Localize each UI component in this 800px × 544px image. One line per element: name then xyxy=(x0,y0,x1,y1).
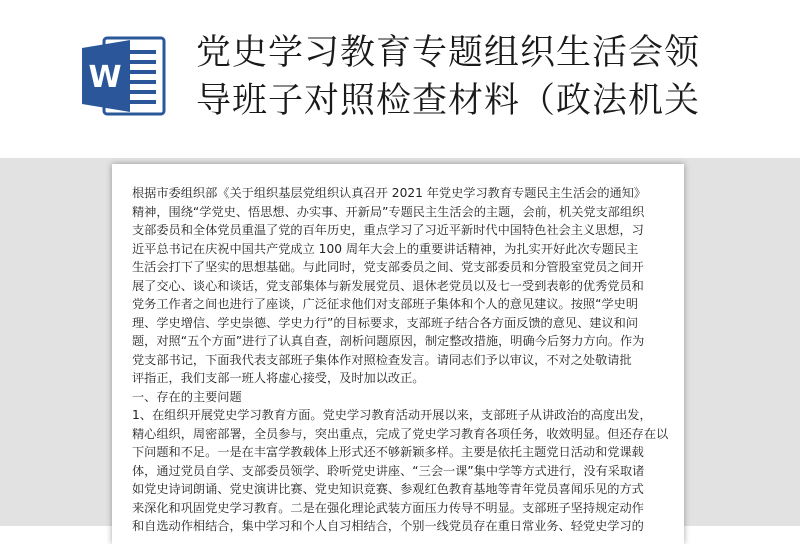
body-line: 题，对照“五个方面”进行了认真自查，剖析问题原因，制定整改措施，明确今后努力方向。作为 xyxy=(132,334,645,348)
page-header xyxy=(0,0,800,160)
body-line: 下问题和不足。一是在丰富学教载体上形式还不够新颖多样。主要是依托主题党日活动和党课载 xyxy=(132,445,644,459)
body-line: 来深化和巩固党史学习教育。二是在强化理论武装方面压力传导不明显。支部班子坚持规定动作 xyxy=(132,500,644,515)
body-line: 党务工作者之间也进行了座谈，广泛征求他们对支部班子集体和个人的意见建议。按照“学史明 xyxy=(132,297,639,311)
body-line: 生活会打下了坚实的思想基础。与此同时，党支部委员之间、党支部委员和分管股室党员之间开 xyxy=(132,260,644,274)
body-line: 根据市委组织部《关于组织基层党组织认真召开 2021 年党史学习教育专题民主生活会的通知》 xyxy=(132,186,647,200)
body-line: 支部委员和全体党员重温了党的百年历史，重点学习了习近平新时代中国特色社会主义思想，习 xyxy=(132,223,644,237)
body-line: 理、学史增信、学史崇德、学史力行”的目标要求，支部班子结合各方面反馈的意见、建议和问 xyxy=(132,315,639,330)
body-line: 展了交心、谈心和谈话，党支部集体与新发展党员、退休老党员以及七一受到表彰的优秀党员和 xyxy=(132,278,644,293)
body-line: 评指正，我们支部一班人将虚心接受，及时加以改正。 xyxy=(132,371,425,385)
document-title-line-2: 导班子对照检查材料（政法机关 xyxy=(196,81,701,121)
body-line: 和自选动作相结合，集中学习和个人自习相结合，个别一线党员存在重日常业务、轻党史学习的 xyxy=(132,519,644,533)
body-line: 1、在组织开展党史学习教育方面。党史学习教育活动开展以来，支部班子从讲政治的高度出发， xyxy=(132,408,652,422)
body-line: 如党史诗词朗诵、党史演讲比赛、党史知识竞赛、参观红色教育基地等青年党员喜闻乐见的方式 xyxy=(132,482,644,496)
word-icon-letter: W xyxy=(88,60,122,95)
document-page xyxy=(112,164,684,544)
body-line: 近平总书记在庆祝中国共产党成立 100 周年大会上的重要讲话精神，为扎实开好此次专题民主 xyxy=(132,241,639,256)
body-line: 体，通过党员自学、支部委员领学、聆听党史讲座、“三会一课”集中学等方式进行，没有采取诸 xyxy=(132,463,645,478)
word-icon xyxy=(78,30,170,122)
section-heading: 一、存在的主要问题 xyxy=(132,389,242,404)
body-line: 精神，围绕“学党史、悟思想、办实事、开新局”专题民主生活会的主题，会前，机关党支部组织 xyxy=(132,204,645,219)
document-body xyxy=(132,184,668,536)
body-line: 党支部书记，下面我代表支部班子集体作对照检查发言。请同志们予以审议，不对之处敬请批 xyxy=(132,352,632,367)
document-title-line-1: 党史学习教育专题组织生活会领 xyxy=(196,33,701,73)
body-line: 精心组织，周密部署，全员参与，突出重点，完成了党史学习教育各项任务，收效明显。但还存在以 xyxy=(132,426,668,441)
